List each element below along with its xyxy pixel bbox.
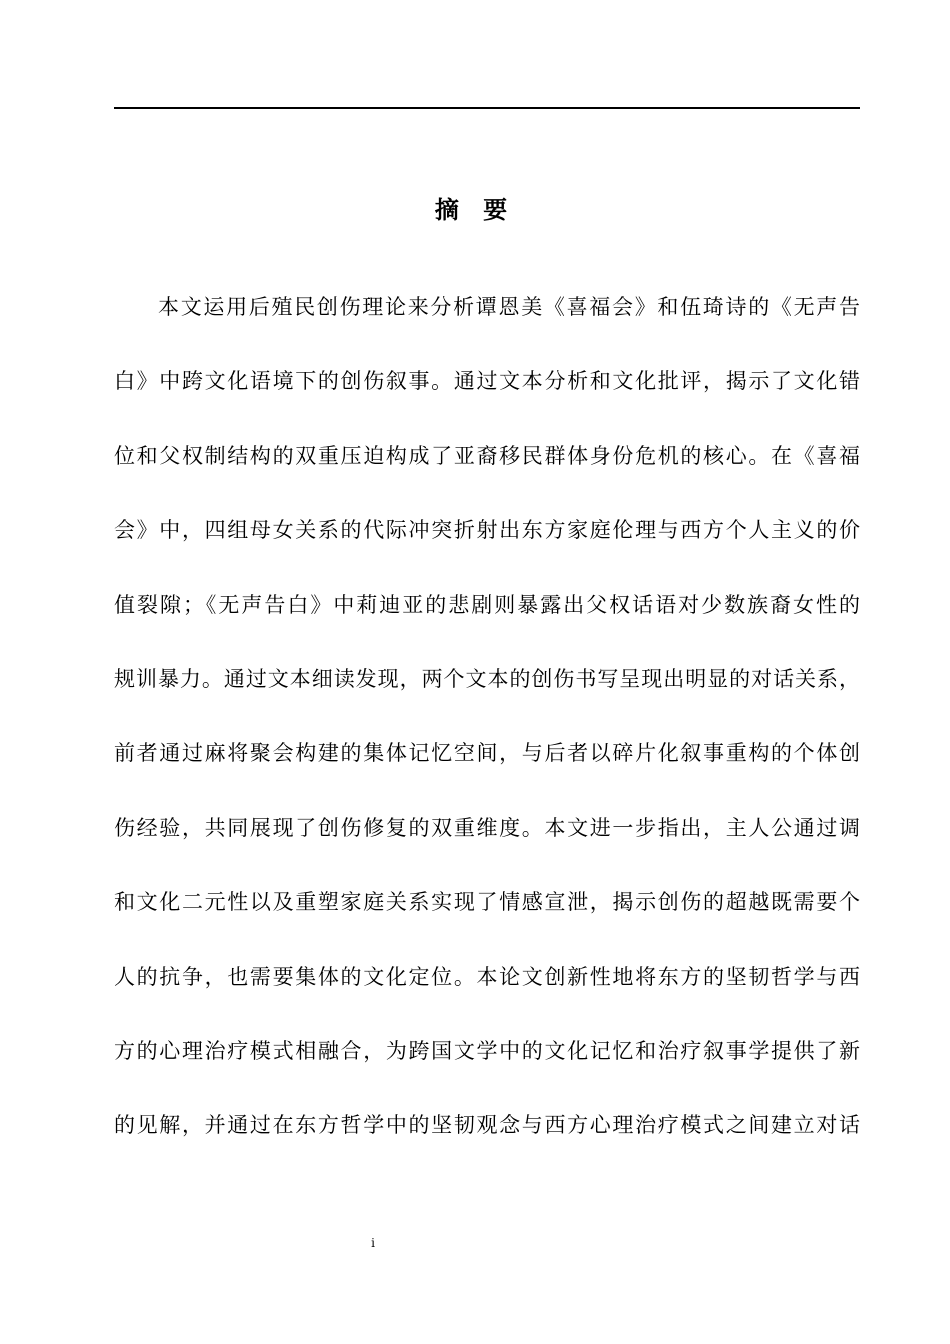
abstract-line: 和文化二元性以及重塑家庭关系实现了情感宣泄，揭示创伤的超越既需要个 (114, 890, 860, 915)
abstract-line: 方的心理治疗模式相融合，为跨国文学中的文化记忆和治疗叙事学提供了新 (114, 1038, 860, 1063)
abstract-title: 摘 要 (434, 196, 516, 224)
abstract-line: 人的抗争，也需要集体的文化定位。本论文创新性地将东方的坚韧哲学与西 (114, 964, 860, 989)
abstract-line: 伤经验，共同展现了创伤修复的双重维度。本文进一步指出，主人公通过调 (114, 815, 860, 840)
abstract-line: 前者通过麻将聚会构建的集体记忆空间，与后者以碎片化叙事重构的个体创 (114, 741, 860, 766)
abstract-line: 白》中跨文化语境下的创伤叙事。通过文本分析和文化批评，揭示了文化错 (114, 369, 860, 394)
abstract-line: 的见解，并通过在东方哲学中的坚韧观念与西方心理治疗模式之间建立对话 (114, 1113, 860, 1138)
abstract-line: 规训暴力。通过文本细读发现，两个文本的创伤书写呈现出明显的对话关系， (114, 666, 860, 691)
abstract-line: 位和父权制结构的双重压迫构成了亚裔移民群体身份危机的核心。在《喜福 (114, 443, 860, 468)
header-rule (114, 107, 860, 109)
page-number: i (371, 1236, 375, 1250)
abstract-line: 会》中，四组母女关系的代际冲突折射出东方家庭伦理与西方个人主义的价 (114, 518, 860, 543)
abstract-line: 值裂隙；《无声告白》中莉迪亚的悲剧则暴露出父权话语对少数族裔女性的 (114, 592, 860, 617)
abstract-body (114, 288, 860, 1181)
abstract-line: 本文运用后殖民创伤理论来分析谭恩美《喜福会》和伍琦诗的《无声告 (158, 295, 860, 319)
